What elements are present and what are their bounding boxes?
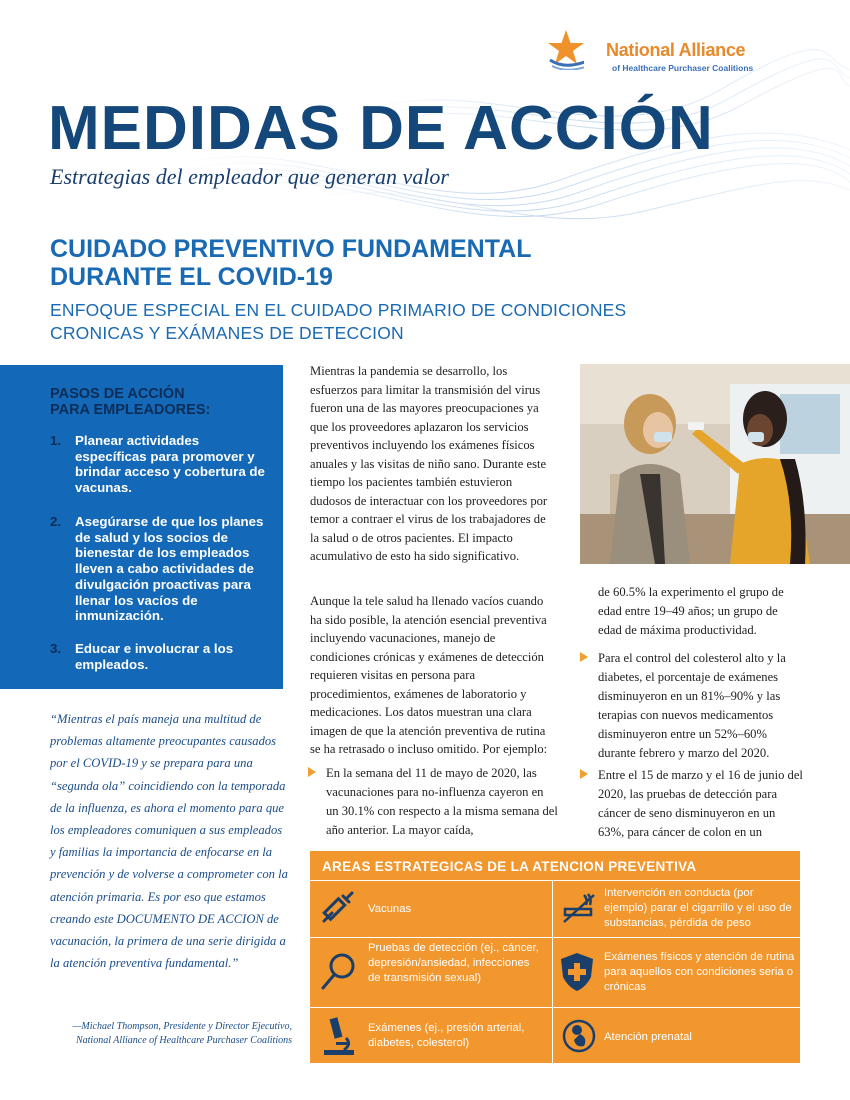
action-step bbox=[50, 641, 272, 672]
logo-tagline: of Healthcare Purchaser Coalitions bbox=[612, 63, 754, 73]
step-text: Planear actividades específicas para promover y brindar acceso y cobertura de vacunas. bbox=[75, 433, 265, 496]
bullet-continuation: de 60.5% la experimento el grupo de edad entre 19–49 años; un grupo de edad de máxima productividad. bbox=[598, 585, 784, 637]
action-heading-line: PARA EMPLEADORES: bbox=[50, 402, 211, 418]
bullet-item bbox=[598, 766, 803, 842]
page-subtitle: Estrategias del empleador que generan valor bbox=[50, 164, 449, 189]
table-divider bbox=[310, 937, 800, 938]
step-number: 2. bbox=[50, 514, 62, 529]
brand-logo bbox=[548, 30, 808, 80]
area-cell-text: Vacunas bbox=[368, 903, 412, 915]
pull-quote: “Mientras el país maneja una multitud de problemas altamente preocupantes causados por el COVID-19 y se prepara para una “segunda ola” coincidiendo con la temporada de la influenza, es ahora el momento para que los empleadores comuniquen a sus empleados y familias la importancia de enfocarse en la prevención y de volverse a comprometer con la atención primaria. Es por eso que estamos creando este DOCUMENTO DE ACCION de vacunación, la primera de una serie dirigida a la atención preventiva fundamental.” bbox=[50, 712, 288, 971]
area-cell-text: Exámenes físicos y atención de rutina para aquellos con condiciones seria o crónicas bbox=[604, 951, 795, 993]
syringe-icon bbox=[318, 889, 356, 927]
table-divider bbox=[310, 1007, 800, 1008]
bullet-item bbox=[598, 649, 803, 763]
step-text: Educar e involucrar a los empleados. bbox=[75, 641, 234, 672]
magnifier-icon bbox=[318, 951, 358, 993]
page-title: MEDIDAS DE ACCIÓN bbox=[48, 94, 714, 163]
bullet-text: Para el control del colesterol alto y la diabetes, el porcentaje de exámenes disminuyeron en un 81%–90% y las terapias con nuevos medicamentos disminuyeron entre un 52%–60% durante febrero y marzo del 2020. bbox=[598, 651, 786, 760]
section-subtitle-line: ENFOQUE ESPECIAL EN EL CUIDADO PRIMARIO DE CONDICIONES bbox=[50, 300, 627, 320]
fetus-icon bbox=[560, 1016, 598, 1056]
bullet-arrow-icon bbox=[580, 769, 588, 779]
section-title bbox=[50, 235, 690, 291]
area-cell-text: Pruebas de detección (ej., cáncer, depresión/ansiedad, infecciones de transmisión sexual) bbox=[368, 942, 539, 984]
no-smoking-icon bbox=[560, 889, 598, 927]
temperature-check-photo bbox=[580, 364, 850, 564]
area-cell-text: Intervención en conducta (por ejemplo) parar el cigarrillo y el uso de substancias, pérdida de peso bbox=[604, 887, 792, 929]
bullet-text: Entre el 15 de marzo y el 16 de junio del 2020, las pruebas de detección para cáncer de seno disminuyeron en un 63%, para cáncer de colon en un bbox=[598, 768, 803, 839]
section-title-line: DURANTE EL COVID-19 bbox=[50, 263, 333, 291]
step-number: 3. bbox=[50, 641, 62, 656]
table-divider bbox=[552, 880, 553, 1063]
medical-shield-icon bbox=[558, 951, 596, 993]
section-subtitle-line: CRONICAS Y EXÁMANES DE DETECCION bbox=[50, 323, 404, 343]
action-step bbox=[50, 433, 272, 496]
step-number: 1. bbox=[50, 433, 62, 448]
table-divider bbox=[310, 880, 800, 881]
section-title-line: CUIDADO PREVENTIVO FUNDAMENTAL bbox=[50, 235, 532, 263]
body-paragraph: Aunque la tele salud ha llenado vacíos cuando ha sido posible, la atención esencial preventiva incluyendo vacunaciones, manejo de condiciones crónicas y exámenes de detección requieren visitas en persona para procedimientos, exámenes de laboratorio y medicaciones. Los datos muestran una clara imagen de que la atención preventiva de rutina se ha retrasado o incluso omitido. Por ejemplo: bbox=[310, 594, 548, 756]
action-step bbox=[50, 514, 272, 624]
step-text: Asegúrarse de que los planes de salud y los socios de bienestar de los empleados lleven a cabo actividades de divulgación proactivas para llenar los vacíos de inmunización. bbox=[75, 514, 264, 624]
body-paragraph: Mientras la pandemia se desarrollo, los esfuerzos para limitar la transmisión del virus fueron una de las mayores preocupaciones ya que los proveedores aplazaron los servicios preventivos incluyendo los exámenes físicos anuales y las visitas de niño sano. Durante este tiempo los pacientes también estuvieron dudosos de interactuar con los proveedores por temor a contraer el virus de los trabajadores de la salud o de otros pacientes. El impacto acumulativo de esto ha sido significativo. bbox=[310, 364, 548, 563]
star-logo-icon bbox=[548, 30, 584, 70]
action-heading bbox=[50, 386, 270, 418]
logo-name: National Alliance bbox=[606, 40, 746, 60]
section-subtitle bbox=[50, 299, 730, 345]
area-cell-text: Exámenes (ej., presión arterial, diabetes, colesterol) bbox=[368, 1022, 525, 1049]
quote-attribution: —Michael Thompson, Presidente y Director Ejecutivo, National Alliance of Healthcare Purchaser Coalitions bbox=[72, 1021, 292, 1046]
microscope-icon bbox=[318, 1014, 358, 1058]
bullet-item bbox=[326, 764, 558, 840]
action-heading-line: PASOS DE ACCIÓN bbox=[50, 386, 185, 402]
strategic-areas-title: AREAS ESTRATEGICAS DE LA ATENCION PREVENTIVA bbox=[322, 859, 697, 874]
bullet-arrow-icon bbox=[308, 767, 316, 777]
bullet-arrow-icon bbox=[580, 652, 588, 662]
bullet-text: En la semana del 11 de mayo de 2020, las vacunaciones para no-influenza cayeron en un 30.1% con respecto a la misma semana del año anterior. La mayor caída, bbox=[326, 766, 558, 837]
area-cell-text: Atención prenatal bbox=[604, 1031, 692, 1043]
